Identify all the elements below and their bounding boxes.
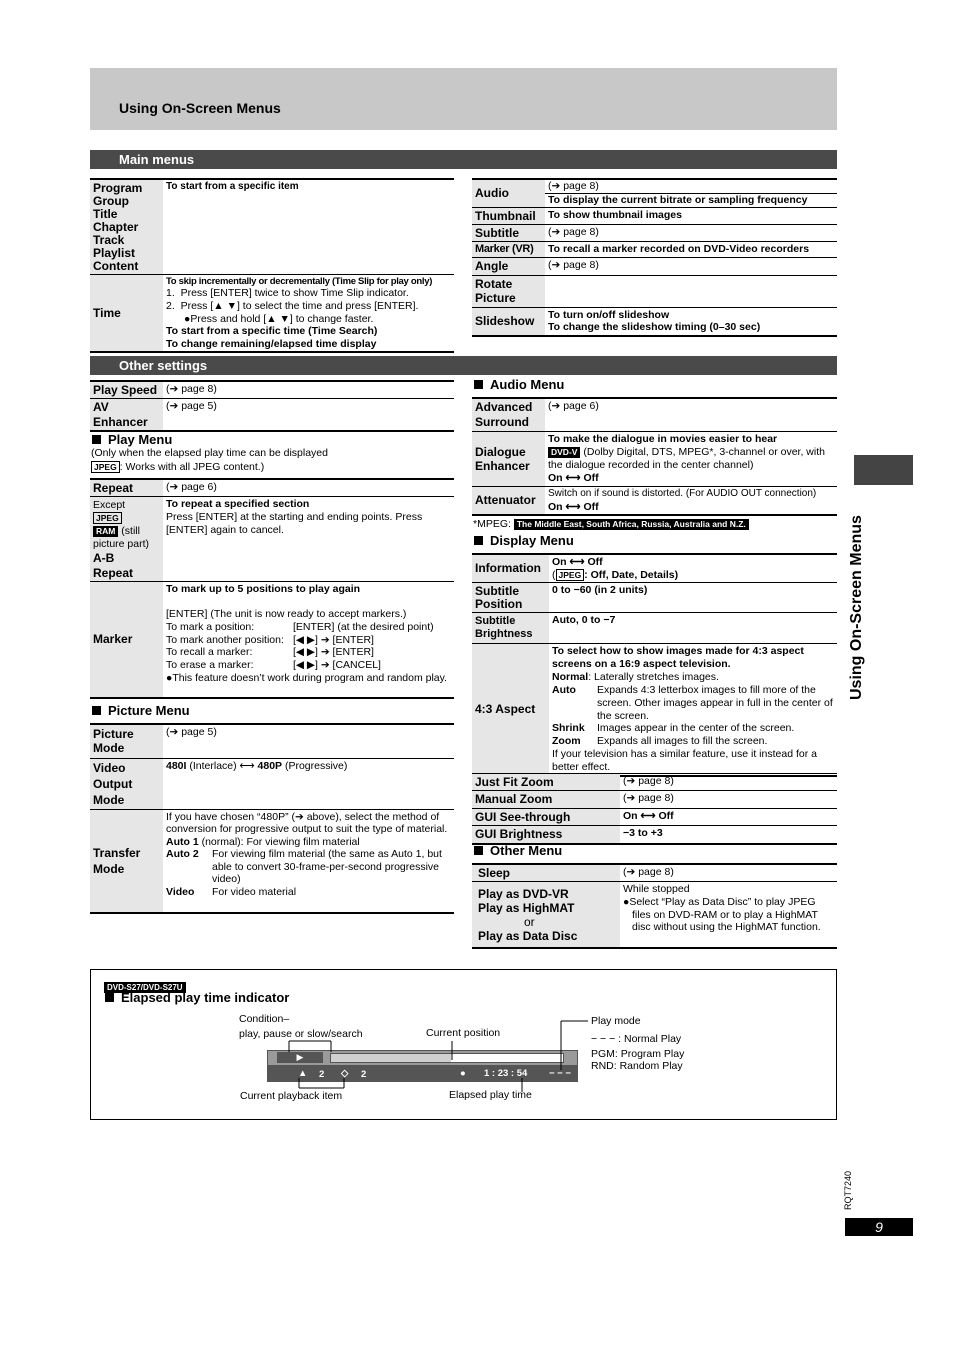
side-tab-label: Using On-Screen Menus xyxy=(848,515,865,700)
repeat-label: Repeat xyxy=(90,479,163,497)
play-speed-desc: (➔ page 8) xyxy=(166,383,217,395)
information-desc: On ⟷ Off ( JPEG : Off, Date, Details) xyxy=(552,556,679,581)
attenuator-label: Attenuator xyxy=(472,487,545,516)
current-item-label: Current playback item xyxy=(240,1090,343,1102)
av-enhancer-desc: (➔ page 5) xyxy=(166,400,217,413)
random-play-label: RND: Random Play xyxy=(591,1060,683,1072)
transfer-mode-desc: If you have chosen “480P” (➔ above), select the method of conversion for progressive output to suit the type of material. Auto 1 (normal): For viewing film material Auto 2 For viewing film material (the same as Auto 1, but able to convert 30-frame-per-second progressive video) Video For video material xyxy=(166,810,448,899)
normal-play-label: − − − : Normal Play xyxy=(591,1033,682,1045)
gui-see-through-label: GUI See-through xyxy=(472,808,620,825)
play-speed-label: Play Speed xyxy=(90,381,163,399)
main-menus-heading: Main menus xyxy=(90,150,837,169)
page-number: 9 xyxy=(845,1218,913,1236)
side-tab-band xyxy=(854,455,913,485)
transfer-mode-label: Transfer Mode xyxy=(90,809,163,913)
other-settings-heading: Other settings xyxy=(90,356,837,375)
marker-vr-desc: To recall a marker recorded on DVD-Video recorders xyxy=(548,243,810,256)
subtitle-position-label: Subtitle Position xyxy=(472,583,549,613)
play-as-label: Play as DVD-VR Play as HighMAT or Play as Data Disc xyxy=(472,882,620,948)
doc-code: RQT7240 xyxy=(843,1170,853,1210)
angle-label: Angle xyxy=(472,258,545,275)
picture-mode-desc: (➔ page 5) xyxy=(166,726,217,738)
picture-mode-label: Picture Mode xyxy=(90,724,163,758)
play-menu-jpeg-note: JPEG : Works with all JPEG content.) xyxy=(91,461,264,473)
current-position-label: Current position xyxy=(426,1027,501,1039)
play-icon: ▶ xyxy=(277,1052,323,1063)
mpeg-note: *MPEG: The Middle East, South Africa, Russia, Australia and N.Z. xyxy=(473,518,749,530)
sleep-desc: (➔ page 8) xyxy=(623,866,674,878)
subtitle-label: Subtitle xyxy=(472,224,545,241)
mode-readout: − − − xyxy=(549,1068,571,1079)
attenuator-desc: Switch on if sound is distorted. (For AUDIO OUT connection) On ⟷ Off xyxy=(548,488,817,513)
gui-brightness-desc: −3 to +3 xyxy=(623,827,663,840)
av-enhancer-label: AV Enhancer xyxy=(90,399,163,431)
advanced-surround-desc: (➔ page 6) xyxy=(548,400,599,412)
dialogue-enhancer-label: Dialogue Enhancer xyxy=(472,432,545,487)
subtitle-desc: (➔ page 8) xyxy=(548,225,599,238)
ab-repeat-label: Except JPEG RAM (still picture part) A-B Repeat xyxy=(90,497,163,582)
subtitle-brightness-desc: Auto, 0 to −7 xyxy=(552,614,616,626)
play-as-desc: While stopped ●Select “Play as Data Disc” to play JPEG files on DVD-RAM or to play a HighMAT disc without using the HighMAT function. xyxy=(623,883,821,934)
gui-see-through-desc: On ⟷ Off xyxy=(623,809,674,822)
thumbnail-desc: To show thumbnail images xyxy=(548,208,682,221)
program-labels: Program Group Title Chapter Track Playlist Content xyxy=(90,179,163,275)
just-fit-zoom-desc: (➔ page 8) xyxy=(623,775,674,787)
audio-menu-heading: Audio Menu xyxy=(474,377,564,392)
thumbnail-label: Thumbnail xyxy=(472,207,545,224)
sleep-label: Sleep xyxy=(472,864,620,882)
subtitle-position-desc: 0 to −60 (in 2 units) xyxy=(552,584,648,596)
picture-menu-heading: Picture Menu xyxy=(92,703,190,718)
jpeg-tag: JPEG xyxy=(556,569,585,581)
marker-vr-label: Marker (VR) xyxy=(472,242,545,258)
program-desc: To start from a specific item xyxy=(166,181,299,192)
manual-zoom-label: Manual Zoom xyxy=(472,791,620,808)
video-output-desc: 480I (Interlace) ⟷ 480P (Progressive) xyxy=(166,759,348,772)
slideshow-label: Slideshow xyxy=(472,307,545,336)
angle-desc: (➔ page 8) xyxy=(548,259,599,272)
audio-desc: (➔ page 8) To display the current bitrate or sampling frequency xyxy=(545,179,837,207)
page-title: Using On-Screen Menus xyxy=(119,100,281,116)
condition-desc: play, pause or slow/search xyxy=(239,1028,363,1040)
title-icon: ▲ xyxy=(298,1068,308,1079)
chapter-number: 2 xyxy=(361,1069,367,1080)
dvd-v-tag: DVD-V xyxy=(548,447,580,458)
time-label: Time xyxy=(90,275,163,353)
time-readout: 1 : 23 : 54 xyxy=(484,1068,528,1079)
video-output-label: Video Output Mode xyxy=(90,758,163,809)
display-menu-heading: Display Menu xyxy=(474,533,574,548)
dialogue-enhancer-desc: To make the dialogue in movies easier to hear DVD-V (Dolby Digital, DTS, MPEG*, 3-channel or over, with the dialogue recorded in the center channel) On ⟷ Off xyxy=(548,433,825,484)
information-label: Information xyxy=(472,554,549,583)
repeat-desc: (➔ page 6) xyxy=(166,481,217,493)
just-fit-zoom-label: Just Fit Zoom xyxy=(472,774,620,791)
chapter-icon: ◇ xyxy=(341,1068,349,1079)
audio-label: Audio xyxy=(472,179,545,207)
model-tag: DVD-S27/DVD-S27U xyxy=(104,977,186,995)
elapsed-heading: Elapsed play time indicator xyxy=(105,990,289,1005)
condition-label: Condition– xyxy=(239,1013,290,1025)
clock-icon: ● xyxy=(460,1068,466,1079)
slideshow-desc: To turn on/off slideshow To change the slideshow timing (0–30 sec) xyxy=(548,308,761,334)
time-desc: To skip incrementally or decrementally (Time Slip for play only) 1. Press [ENTER] twice to show Time Slip indicator. 2. Press [▲ ▼] to select the time and press [ENTER]. ●Press and hold [▲ ▼] to change faster. To start from a specific time (Time Search) To change remaining/elapsed time display xyxy=(166,276,433,350)
gui-brightness-label: GUI Brightness xyxy=(472,826,620,844)
elapsed-time-label: Elapsed play time xyxy=(449,1089,532,1101)
aspect-desc: To select how to show images made for 4:3 aspect screens on a 16:9 aspect television. Normal: Laterally stretches images. Auto Expands 4:3 letterbox images to fill more of the screen. Other images appear in full in the center of the screen. Shrink Images appear in the center of the screen. Zoom Expands all images to fill the screen. If your television has a similar feature, use it instead for a better effect. xyxy=(552,645,833,774)
play-menu-note: (Only when the elapsed play time can be displayed xyxy=(91,447,328,459)
mpeg-regions-tag: The Middle East, South Africa, Russia, Australia and N.Z. xyxy=(514,519,749,530)
ab-repeat-desc: To repeat a specified section Press [ENTER] at the starting and ending points. Press [ENTER] again to cancel. xyxy=(166,498,423,536)
play-mode-label: Play mode xyxy=(591,1015,641,1027)
other-menu-heading: Other Menu xyxy=(474,843,562,858)
marker-label: Marker xyxy=(90,582,163,698)
marker-desc: To mark up to 5 positions to play again [ENTER] (The unit is now ready to accept markers.) To mark a position: [ENTER] (at the desired point) To mark another position: [◀ ▶] ➔ [ENTER] To recall a marker: [◀ ▶] ➔ [ENTER] To erase a marker: [◀ ▶] ➔ [CANCEL] ●This feature doesn’t work during program and random play. xyxy=(166,583,448,684)
jpeg-tag: JPEG xyxy=(93,512,122,524)
jpeg-tag: JPEG xyxy=(91,461,120,473)
program-play-label: PGM: Program Play xyxy=(591,1048,685,1060)
aspect-label: 4:3 Aspect xyxy=(472,644,549,777)
subtitle-brightness-label: Subtitle Brightness xyxy=(472,613,549,644)
play-menu-heading: Play Menu xyxy=(92,432,172,447)
advanced-surround-label: Advanced Surround xyxy=(472,398,545,432)
title-number: 2 xyxy=(319,1069,325,1080)
ram-tag: RAM xyxy=(93,526,118,537)
rotate-picture-label: Rotate Picture xyxy=(472,275,545,307)
manual-zoom-desc: (➔ page 8) xyxy=(623,792,674,805)
